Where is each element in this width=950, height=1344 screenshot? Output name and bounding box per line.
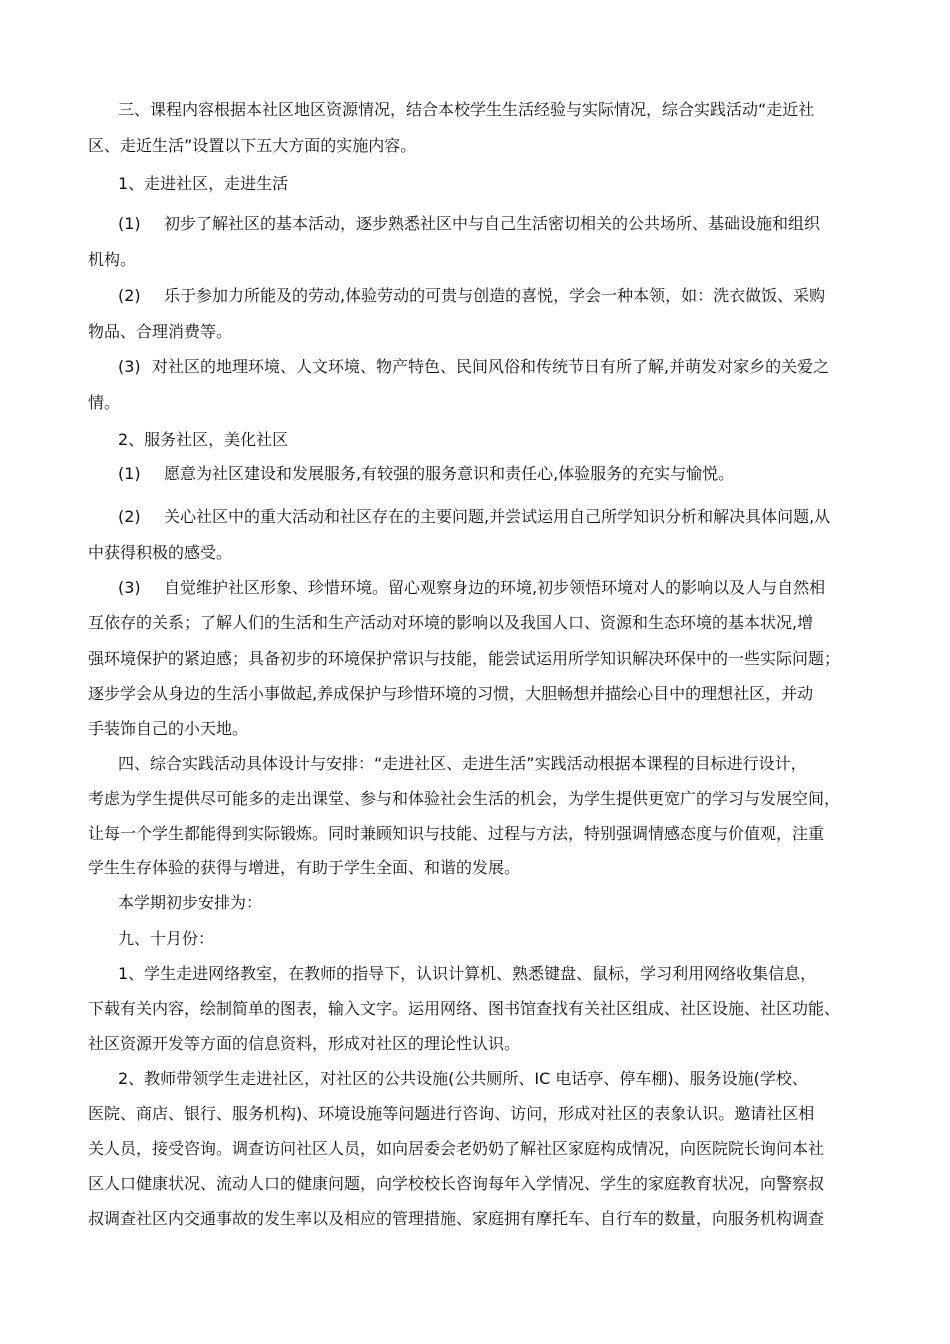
item-number: (3) (118, 578, 141, 597)
paragraph-line: 中获得积极的感受。 (88, 543, 233, 562)
item-number: (1) (118, 464, 141, 483)
item-text: 愿意为社区建设和发展服务,有较强的服务意识和责任心,体验服务的充实与愉悦。 (164, 464, 735, 483)
item-text: 初步了解社区的基本活动，逐步熟悉社区中与自己生活密切相关的公共场所、基础设施和组织 (164, 214, 821, 233)
paragraph-heading-course-content: 三、课程内容根据本社区地区资源情况，结合本校学生生活经验与实际情况，综合实践活动“走近社 (118, 100, 815, 119)
paragraph-line: 逐步学会从身边的生活小事做起,养成保护与珍惜环境的习惯，大胆畅想并描绘心目中的理想社区，并动 (88, 684, 814, 703)
item-text: 自觉维护社区形象、珍惜环境。留心观察身边的环境,初步领悟环境对人的影响以及人与自然相 (164, 578, 826, 597)
paragraph-line: 情。 (88, 393, 121, 412)
list-item (118, 356, 829, 378)
list-item (118, 285, 825, 307)
paragraph-line: 物品、合理消费等。 (88, 322, 233, 341)
item-text: 乐于参加力所能及的劳动,体验劳动的可贵与创造的喜悦，学会一种本领，如：洗衣做饭、采购 (164, 286, 826, 305)
item-number: (2) (118, 507, 141, 526)
list-item (118, 463, 734, 485)
paragraph-line: 1、学生走进网络教室，在教师的指导下，认识计算机、熟悉键盘、鼠标，学习利用网络收集信息， (118, 964, 817, 983)
section-heading-2: 2、服务社区，美化社区 (118, 430, 289, 449)
paragraph-heading-activity-design: 四、综合实践活动具体设计与安排：“走进社区、走进生活”实践活动根据本课程的目标进行设计， (118, 754, 807, 773)
item-text: 对社区的地理环境、人文环境、物产特色、民间风俗和传统节日有所了解,并萌发对家乡的关爱之 (152, 357, 830, 376)
paragraph-line: 医院、商店、银行、服务机构)、环境设施等问题进行咨询、访问，形成对社区的表象认识。邀请社区相 (88, 1104, 815, 1123)
list-item (118, 577, 825, 599)
paragraph-line: 互依存的关系；了解人们的生活和生产活动对环境的影响以及我国人口、资源和生态环境的基本状况,增 (88, 613, 814, 632)
paragraph-line: 区人口健康状况、流动人口的健康问题，向学校校长咨询每年入学情况、学生的家庭教育状况，向警察叔 (88, 1174, 825, 1193)
item-number: (1) (118, 214, 141, 233)
item-number: (2) (118, 286, 141, 305)
paragraph-line: 关人员，接受咨询。调查访问社区人员，如向居委会老奶奶了解社区家庭构成情况，向医院院长询问本社 (88, 1139, 825, 1158)
paragraph-line: 社区资源开发等方面的信息资料，形成对社区的理论性认识。 (88, 1034, 521, 1053)
list-item (118, 506, 830, 528)
paragraph-line: 学生生存体验的获得与增进，有助于学生全面、和谐的发展。 (88, 858, 521, 877)
paragraph-line: 让每一个学生都能得到实际锻炼。同时兼顾知识与技能、过程与方法，特别强调情感态度与价值观，注重 (88, 824, 825, 843)
paragraph-line: 九、十月份： (118, 929, 215, 948)
paragraph-line: 下载有关内容，绘制简单的图表，输入文字。运用网络、图书馆查找有关社区组成、社区设施、社区功能、 (88, 999, 841, 1018)
section-heading-1: 1、走进社区，走进生活 (118, 174, 289, 193)
item-number: (3) (118, 357, 141, 376)
list-item (118, 213, 820, 235)
paragraph-line: 本学期初步安排为： (118, 893, 263, 912)
paragraph-line: 手装饰自己的小天地。 (88, 719, 249, 738)
paragraph-line: 区、走近生活”设置以下五大方面的实施内容。 (88, 136, 417, 155)
paragraph-line: 叔调查社区内交通事故的发生率以及相应的管理措施、家庭拥有摩托车、自行车的数量，向服务机构调查 (88, 1209, 825, 1228)
paragraph-line: 强环境保护的紧迫感；具备初步的环境保护常识与技能，能尝试运用所学知识解决环保中的一些实际问题； (88, 649, 841, 668)
paragraph-line: 机构。 (88, 250, 137, 269)
paragraph-line: 2、教师带领学生走进社区，对社区的公共设施(公共厕所、IC 电话亭、停车棚)、服务设施(学校、 (118, 1069, 808, 1088)
paragraph-line: 考虑为学生提供尽可能多的走出课堂、参与和体验社会生活的机会，为学生提供更宽广的学习与发展空间， (88, 789, 841, 808)
item-text: 关心社区中的重大活动和社区存在的主要问题,并尝试运用自己所学知识分析和解决具体问题,从 (164, 507, 831, 526)
